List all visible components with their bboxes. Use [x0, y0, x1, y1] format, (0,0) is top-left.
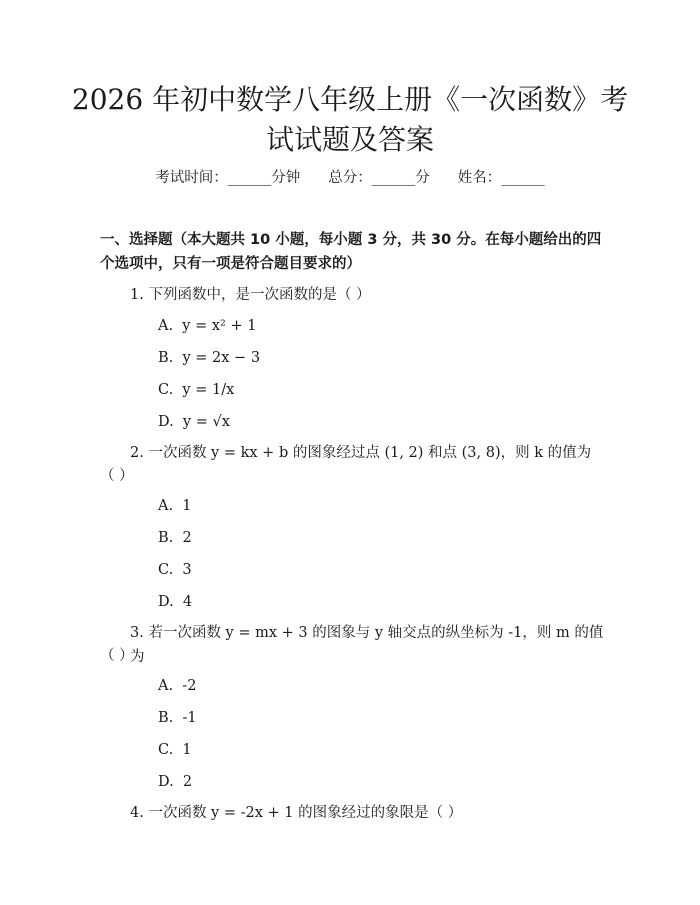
exam-info-line: [0, 168, 700, 188]
question-1-option-c: C. y = 1/x: [158, 382, 235, 398]
question-2-option-c: C. 3: [158, 562, 192, 578]
student-name-field: 姓名：______: [457, 170, 545, 186]
question-3-stem: 3. 若一次函数 y = mx + 3 的图象与 y 轴交点的纵坐标为 -1，则 m 的值为: [130, 625, 604, 665]
question-2-answer-bracket: （ ）: [100, 468, 134, 484]
total-score-field: 总分：______分: [328, 170, 430, 186]
question-3-option-d: D. 2: [158, 774, 193, 790]
section-heading: 一、选择题（本大题共 10 小题，每小题 3 分，共 30 分。在每小题给出的四个选项中，只有一项是符合题目要求的）: [100, 232, 602, 272]
question-4-stem: 4. 一次函数 y = -2x + 1 的图象经过的象限是（ ）: [130, 805, 463, 821]
question-2-option-d: D. 4: [158, 594, 193, 610]
question-3-option-c: C. 1: [158, 742, 192, 758]
question-2-stem: 2. 一次函数 y = kx + b 的图象经过点 (1, 2) 和点 (3, 8)，则 k 的值为: [130, 445, 592, 461]
question-2-option-b: B. 2: [158, 530, 192, 546]
document-title: 2026 年初中数学八年级上册《一次函数》考试试题及答案: [71, 83, 629, 156]
question-1-option-b: B. y = 2x − 3: [158, 350, 261, 366]
question-1-stem: 1. 下列函数中，是一次函数的是（ ）: [130, 287, 371, 303]
exam-time-field: 考试时间：______分钟: [155, 170, 301, 186]
question-3-option-b: B. -1: [158, 710, 197, 726]
question-2-option-a: A. 1: [158, 498, 192, 514]
question-3-answer-bracket: （ ）: [100, 648, 134, 664]
question-3-option-a: A. -2: [158, 678, 197, 694]
question-1-option-d: D. y = √x: [158, 414, 230, 430]
question-1-option-a: A. y = x² + 1: [158, 318, 257, 334]
